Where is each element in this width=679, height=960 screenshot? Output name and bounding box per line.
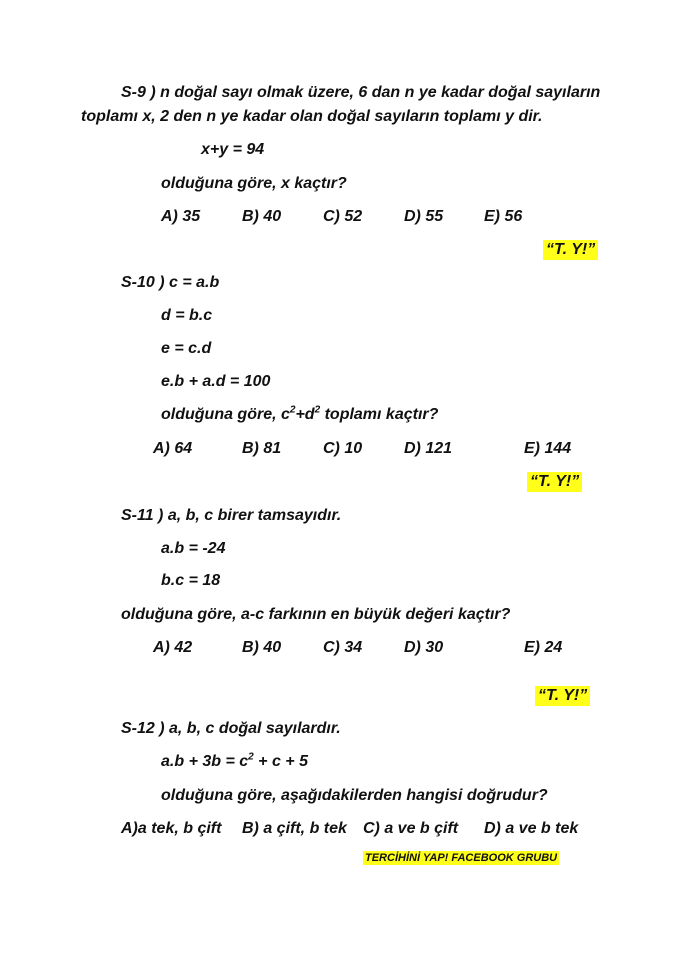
q10-option-a: A) 64 [153,440,193,457]
q10-title: S-10 ) c = a.b [121,274,220,291]
q9-option-c: C) 52 [323,208,363,225]
q10-eq1: d = b.c [161,307,213,324]
footer-group-tag: TERCİHİNİ YAP! FACEBOOK GRUBU [365,852,558,864]
q11-option-d: D) 30 [404,639,444,656]
q11-eq1: a.b = -24 [161,540,226,557]
q12-question: olduğuna göre, aşağıdakilerden hangisi doğrudur? [161,787,548,804]
q11-option-c: C) 34 [323,639,363,656]
q10-ty-tag: “T. Y!” [527,472,582,492]
q9-line2: toplamı x, 2 den n ye kadar olan doğal sayıların toplamı y dir. [81,108,543,125]
q10-option-d: D) 121 [404,440,453,457]
q11-eq2: b.c = 18 [161,572,221,589]
q9-option-a: A) 35 [161,208,201,225]
q12-option-c: C) a ve b çift [363,820,459,837]
q12-option-a: A)a tek, b çift [121,820,222,837]
q10-eq3: e.b + a.d = 100 [161,373,271,390]
q10-option-e: E) 144 [524,440,572,457]
q12-title: S-12 ) a, b, c doğal sayılardır. [121,720,341,737]
q11-question: olduğuna göre, a-c farkının en büyük değeri kaçtır? [121,606,511,623]
q11-option-a: A) 42 [153,639,193,656]
q9-option-e: E) 56 [484,208,523,225]
q9-option-b: B) 40 [242,208,282,225]
q11-option-e: E) 24 [524,639,563,656]
q12-equation: $a.b + 3b = c^2 + c + 5$ [161,751,308,770]
q10-eq2: e = c.d [161,340,212,357]
q11-ty-tag: “T. Y!” [535,686,590,706]
q10-option-c: C) 10 [323,440,363,457]
q9-equation: x+y = 94 [201,141,265,158]
q9-option-d: D) 55 [404,208,444,225]
q11-title: S-11 ) a, b, c birer tamsayıdır. [121,507,342,524]
q12-option-d: D) a ve b tek [484,820,579,837]
q9-line1: S-9 ) n doğal sayı olmak üzere, 6 dan n ye kadar doğal sayıların [121,84,601,101]
q11-option-b: B) 40 [242,639,282,656]
q9-ty-tag: “T. Y!” [543,240,598,260]
q10-question: olduğuna göre, $c^2+d^2$ toplamı kaçtır? [161,404,439,423]
q10-option-b: B) 81 [242,440,282,457]
q9-question: olduğuna göre, x kaçtır? [161,175,347,192]
q12-option-b: B) a çift, b tek [242,820,347,837]
